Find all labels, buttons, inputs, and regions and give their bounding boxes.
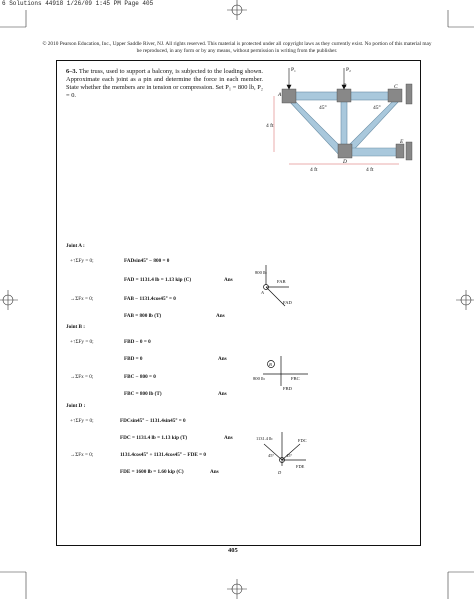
jointD-fbd — [256, 430, 324, 482]
jointB-eq-3: →ΣFx = 0; — [70, 374, 94, 380]
jointA-fbd — [255, 265, 315, 315]
member-DE — [346, 148, 402, 156]
label-B: B — [343, 83, 347, 89]
problem-text: The truss, used to support a balcony, is subjected to the loading shown. Approximate each joint as a pin and determine the force in each member. State whether the members are in tension or compression. Set P₁ = 800 lb, P₂ = 0. — [66, 68, 263, 99]
jointB-expr-1: FBD − 0 = 0 — [124, 339, 151, 345]
jointD-fbd-m2: FDE — [296, 464, 305, 469]
print-slug: 6 Solutions 44918 1/26/09 1:45 PM Page 405 — [2, 0, 154, 7]
jointA-expr-1: FADsin45° − 800 = 0 — [124, 258, 170, 264]
jointB-fbd-node: B — [269, 362, 272, 367]
gusset-B — [337, 89, 351, 102]
jointB-fbd-m1: FBC — [291, 376, 300, 381]
jointA-fbd-force: 800 lb — [255, 270, 267, 275]
jointA-fbd-node: A — [261, 290, 264, 295]
jointA-expr-3: FAB − 1131.4cos45° = 0 — [124, 296, 176, 302]
jointB-fbd — [253, 352, 323, 392]
gusset-C — [388, 89, 402, 102]
jointB-heading: Joint B : — [66, 324, 86, 330]
jointA-eq-1: +↑ΣFy = 0; — [70, 258, 94, 264]
jointA-heading: Joint A : — [66, 243, 85, 249]
label-A: A — [278, 92, 282, 98]
jointD-ans-4: Ans — [210, 469, 219, 475]
jointB-expr-2: FBD = 0 — [124, 356, 143, 362]
jointD-fbd-node: D — [278, 470, 282, 475]
jointD-fbd-m1: FDC — [298, 438, 307, 443]
jointB-expr-4: FBC = 800 lb (T) — [124, 391, 162, 397]
jointA-ans-4: Ans — [216, 313, 225, 319]
jointB-ans-2: Ans — [218, 356, 227, 362]
problem-number: 6–3. — [66, 68, 78, 75]
jointB-eq-1: +↑ΣFy = 0; — [70, 339, 94, 345]
jointD-eq-1: +↑ΣFy = 0; — [70, 418, 94, 424]
problem-statement — [66, 68, 263, 100]
jointD-fbd-a2: 45° — [286, 453, 293, 458]
gusset-E — [396, 144, 404, 158]
wall-support-C — [406, 84, 412, 104]
jointA-expr-4: FAB = 800 lb (T) — [124, 313, 162, 319]
jointD-fbd-a1: 45° — [268, 453, 275, 458]
jointD-expr-2: FDC = 1131.4 lb = 1.13 kip (T) — [120, 435, 188, 441]
label-dim-w2: 4 ft — [366, 167, 374, 173]
jointA-fbd-m2: FAD — [283, 300, 292, 305]
label-angle-1: 45° — [319, 105, 327, 111]
label-dim-w1: 4 ft — [310, 167, 318, 173]
jointA-ans-2: Ans — [224, 277, 233, 283]
member-AD — [288, 100, 346, 156]
label-E: E — [400, 139, 404, 145]
truss-figure — [266, 64, 426, 179]
wall-support-E — [406, 142, 412, 160]
jointD-heading: Joint D : — [66, 403, 86, 409]
label-P2: P₂ — [346, 67, 351, 73]
copyright-notice: © 2010 Pearson Education, Inc., Upper Saddle River, NJ. All rights reserved. This material is protected under all copyright laws as they currently exist. No portion of this material may be reproduced, in any form or by any means, without permission in writing from the publisher. — [42, 41, 432, 54]
jointA-eq-3: →ΣFx = 0; — [70, 296, 94, 302]
gusset-D — [338, 144, 352, 158]
jointA-fbd-m1: FAB — [277, 279, 286, 284]
jointB-expr-3: FBC − 800 = 0 — [124, 374, 156, 380]
jointB-ans-4: Ans — [218, 391, 227, 397]
jointD-fbd-force: 1131.4 lb — [256, 436, 273, 441]
page-number: 405 — [228, 547, 238, 554]
jointA-expr-2: FAD = 1131.4 lb = 1.13 kip (C) — [124, 277, 192, 283]
gusset-A — [282, 89, 296, 103]
jointD-ans-2: Ans — [224, 435, 233, 441]
jointD-expr-4: FDE = 1600 lb = 1.60 kip (C) — [120, 469, 184, 475]
label-C: C — [394, 84, 398, 90]
label-P1: P₁ — [291, 67, 296, 73]
jointD-expr-1: FDCsin45° − 1131.4sin45° = 0 — [120, 418, 186, 424]
label-dim-height: 4 ft — [266, 123, 274, 129]
label-angle-2: 45° — [373, 105, 381, 111]
jointD-eq-3: →ΣFx = 0; — [70, 452, 94, 458]
jointD-expr-3: 1131.4cos45° + 1131.4cos45° − FDE = 0 — [120, 452, 206, 458]
label-D: D — [343, 159, 347, 165]
jointB-fbd-force: 800 lb — [253, 376, 265, 381]
jointB-fbd-m2: FBD — [283, 386, 292, 391]
